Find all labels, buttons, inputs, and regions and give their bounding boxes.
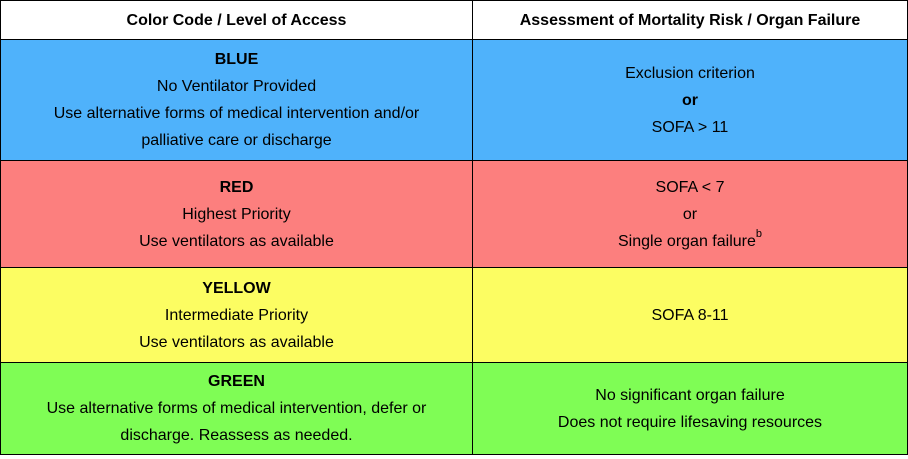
assessment-line: SOFA < 7 <box>655 178 725 196</box>
access-line: Use ventilators as available <box>139 333 334 351</box>
header-color-code: Color Code / Level of Access <box>1 1 473 40</box>
access-line: discharge. Reassess as needed. <box>120 427 353 444</box>
table-row-blue <box>1 40 908 161</box>
assessment-line: SOFA 8-11 <box>651 306 729 324</box>
access-line: No Ventilator Provided <box>156 78 317 95</box>
assessment-cell-red <box>473 161 908 268</box>
color-name-yellow: YELLOW <box>202 279 271 297</box>
table-row-red <box>1 161 908 268</box>
color-name-green: GREEN <box>208 373 265 390</box>
access-cell-yellow <box>1 268 473 363</box>
header-assessment: Assessment of Mortality Risk / Organ Failure <box>473 1 908 40</box>
access-cell-red <box>1 161 473 268</box>
assessment-cell-green <box>473 363 908 455</box>
footnote-marker: b <box>755 228 762 241</box>
access-line: Highest Priority <box>182 205 291 223</box>
assessment-cell-blue <box>473 40 908 161</box>
color-name-red: RED <box>219 178 254 196</box>
assessment-line: Single organ failure <box>618 232 756 250</box>
assessment-line: Exclusion criterion <box>625 64 755 82</box>
assessment-line: SOFA > 11 <box>651 118 729 136</box>
access-line: Use alternative forms of medical intervention, defer or <box>46 400 427 417</box>
table-row-green <box>1 363 908 455</box>
access-line: Intermediate Priority <box>164 306 309 324</box>
access-cell-blue <box>1 40 473 161</box>
access-cell-green <box>1 363 473 455</box>
assessment-line: Does not require lifesaving resources <box>557 413 823 431</box>
color-name-blue: BLUE <box>214 51 259 68</box>
table-row-yellow <box>1 268 908 363</box>
access-line: palliative care or discharge <box>141 132 332 149</box>
assessment-line: No significant organ failure <box>595 386 785 404</box>
access-line: Use ventilators as available <box>139 232 334 250</box>
access-line: Use alternative forms of medical intervention and/or <box>53 105 420 122</box>
assessment-connector: or <box>682 205 698 223</box>
assessment-cell-yellow <box>473 268 908 363</box>
assessment-line-with-footnote <box>479 228 901 255</box>
assessment-connector: or <box>682 91 698 109</box>
header-row <box>1 1 908 40</box>
